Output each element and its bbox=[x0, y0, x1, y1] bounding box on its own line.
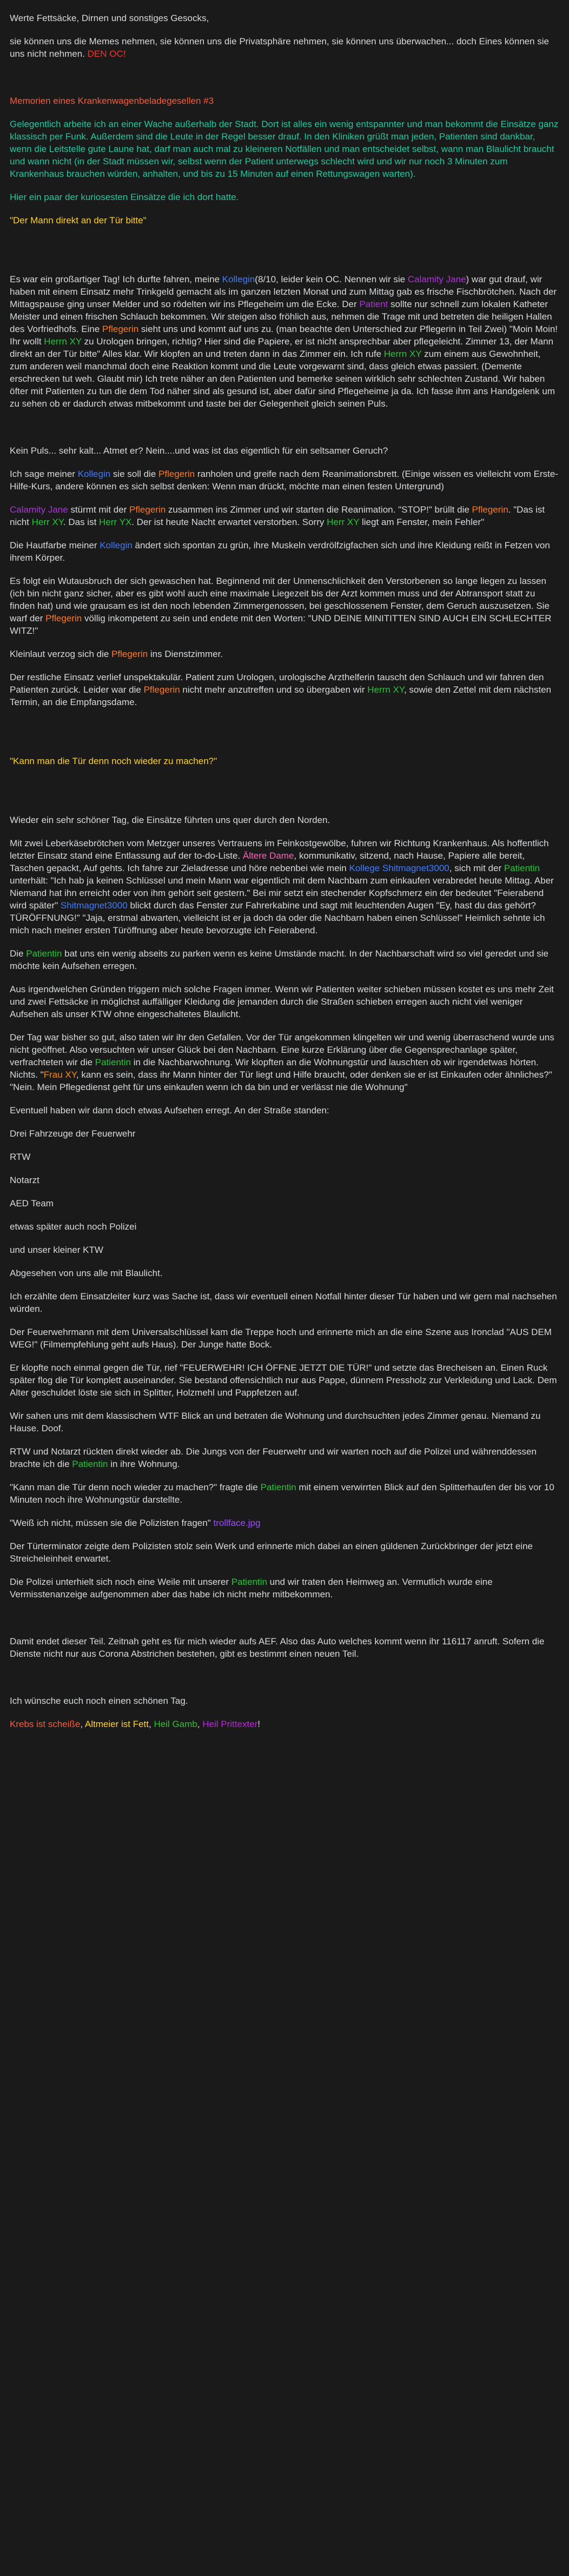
story2-paragraph-11: RTW und Notarzt rückten direkt wieder ab. Die Jungs von der Feuerwehr und wir warten noch auf die Polizei und währenddessen brachte ich die Patientin in ihre Wohnung. bbox=[10, 1446, 537, 1469]
memoir-note: Hier ein paar der kuriosesten Einsätze die ich dort hatte. bbox=[10, 192, 239, 202]
story1-paragraph-8: Der restliche Einsatz verlief unspektakulär. Patient zum Urologen, urologische Arzthelferin tauscht den Schlauch und wir fahren den Patienten zurück. Leider war die Pflegerin nicht mehr anzutreffen und so übergaben wir Herrn XY, sowie den Zettel mit dem nächsten Termin, an die Empfangsdame. bbox=[10, 672, 552, 707]
intro-paragraph: sie können uns die Memes nehmen, sie können uns die Privatsphäre nehmen, sie können uns überwachen... doch Eines können sie uns nicht nehmen. DEN OC! bbox=[10, 36, 550, 59]
story2-paragraph-8: Der Feuerwehrmann mit dem Universalschlüssel kam die Treppe hoch und erinnerte mich an die eine Szene aus Ironclad "AUS DEM WEG!" (Filmempfehlung geht aufs Haus). Der Junge hatte Bock. bbox=[10, 1327, 552, 1350]
farewell: Ich wünsche euch noch einen schönen Tag. bbox=[10, 1696, 188, 1706]
list-item: Drei Fahrzeuge der Feuerwehr bbox=[10, 1128, 136, 1139]
story2-paragraph-4: Aus irgendwelchen Gründen triggern mich solche Fragen immer. Wenn wir Patienten weiter schieben müssen kostet es uns mehr Zeit und zwei Fettsäcke in möglichst auffälliger Kleidung die jemanden durch die Straßen schieben erregen auch nicht viel weniger Aufsehen als unser KTW ohne eingeschaltetes Blaulicht. bbox=[10, 984, 554, 1019]
memoir-title: Memorien eines Krankenwagenbeladegesellen #3 bbox=[10, 96, 214, 106]
story2-paragraph-6: Eventuell haben wir dann doch etwas Aufsehen erregt. An der Straße standen: bbox=[10, 1105, 329, 1116]
story2-paragraph-9: Er klopfte noch einmal gegen die Tür, rief "FEUERWEHR! ICH ÖFFNE JETZT DIE TÜR!" und setzte das Brecheisen an. Einen Ruck später flog die Tür komplett auseinander. Sie bestand offensichtlich nur aus Pappe, dünnem Pressholz zur Verkleidung und Lack. Dem Alter geschuldet löste sie sich in Splitter, Holzmehl und Pappfetzen auf. bbox=[10, 1363, 557, 1398]
trollface-text: trollface.jpg bbox=[213, 1518, 261, 1528]
story2-paragraph-15: Die Polizei unterhielt sich noch eine Weile mit unserer Patientin und wir traten den Heimweg an. Vermutlich wurde eine Vermisstenanzeige aufgenommen aber das habe ich nicht mehr mitbekommen. bbox=[10, 1577, 493, 1599]
story1-paragraph-4: Calamity Jane stürmt mit der Pflegerin zusammen ins Zimmer und wir starten die Reanimation. "STOP!" brüllt die Pflegerin. "Das ist nicht Herr XY. Das ist Herr YX. Der ist heute Nacht erwartet verstorben. Sorry Herr XY liegt am Fenster, mein Fehler" bbox=[10, 504, 545, 527]
memoir-intro: Gelegentlich arbeite ich an einer Wache außerhalb der Stadt. Dort ist alles ein wenig entspannter und man bekommt die Einsätze ganz klassisch per Funk. Außerdem sind die Leute in der Regel besser drauf. In den Kliniken grüßt man jeden, Patienten sind dankbar, wenn die Leitstelle gute Laune hat, darf man auch mal zu kleineren Notfällen und man entscheidet selbst, wann man Blaulicht braucht und wann nicht (in der Stadt müssen wir, selbst wenn der Patient unterwegs schlecht wird und wir nur noch 3 Minuten zum Krankenhaus brauchen würden, anhalten, und bis zu 15 Minuten auf einen Rettungswagen warten). bbox=[10, 119, 559, 179]
signoff-line: Krebs ist scheiße, Altmeier ist Fett, Heil Gamb, Heil Prittexter! bbox=[10, 1719, 260, 1729]
story1-paragraph-1: Es war ein großartiger Tag! Ich durfte fahren, meine Kollegin(8/10, leider kein OC. Nennen wir sie Calamity Jane) war gut drauf, wir haben mit einem Einsatz mehr Trinkgeld gemacht als im ganzen letzten Monat und zum Mittag gab es frische Fischbrötchen. Nach der Mittagspause ging unser Melder und so rödelten wir ins Pflegeheim um die Ecke. Der Patient sollte nur schnell zum lokalen Katheter Meister und einen frischen Schlauch bekommen. Wir steigen also fröhlich aus, nehmen die Trage mit und betreten die heiligen Hallen des Vorfriedhofs. Eine Pflegerin sieht uns und kommt auf uns zu. (man beachte den Unterschied zur Pflegerin in Teil Zwei) "Moin Moin! Ihr wollt Herrn XY zu Urologen bringen, richtig? Hier sind die Papiere, er ist nicht ansprechbar aber pflegeleicht. Zimmer 13, der Mann direkt an der Tür bitte" Alles klar. Wir klopfen an und treten dann in das Zimmer ein. Ich rufe Herrn XY zum einem aus Gewohnheit, zum anderen weil manchmal doch eine Reaktion kommt und die Leute vorgewarnt sind, dass gleich etwas passiert. (Demente erschrecken tut weh. Glaubt mir) Ich trete näher an den Patienten und bemerke seinen wirklich sehr schlechten Zustand. Wir haben öfter mit Patienten zu tun die dem Tod näher sind als gesund ist, aber dafür sind Pflegeheime ja da. Ich fasse ihm ans Handgelenk um zu sehen ob er dadurch etwas mitbekommt und taste bei der Gelegenheit gleich seinen Puls. bbox=[10, 274, 558, 409]
story2-paragraph-2: Mit zwei Leberkäsebrötchen vom Metzger unseres Vertrauens im Feinkostgewölbe, fuhren wir Richtung Krankenhaus. Als hoffentlich letzter Einsatz stand eine Entlassung auf der to-do-Liste. Ältere Dame, kommunikativ, sitzend, nach Hause, Papiere alle bereit, Taschen gepackt, Auf gehts. Ich fahre zur Zieladresse und höre nebenbei wie mein Kollege Shitmagnet3000, sich mit der Patientin unterhält: "Ich hab ja keinen Schlüssel und mein Mann war eigentlich mit dem Nachbarn zum einkaufen verabredet heute Mittag. Aber Niemand hat ihn erreicht oder von ihm gehört seit gestern." Bei mir setzt ein stechender Kopfschmerz ein der bedeutet "Feierabend wird später" Shitmagnet3000 blickt durch das Fenster zur Fahrerkabine und sagt mit leuchtenden Augen "Ey, hast du das gehört? TÜRÖFFNUNG!" "Jaja, erstmal abwarten, vielleicht ist er ja doch da oder die Nachbarn haben einen Schlüssel" Heimlich sehnte ich mich nach meiner ersten Türöffnung aber heute bevorzugte ich Feierabend. bbox=[10, 838, 554, 935]
story1-paragraph-6: Es folgt ein Wutausbruch der sich gewaschen hat. Beginnend mit der Unmenschlichkeit den Verstorbenen so lange liegen zu lassen (ich bin nicht ganz sicher, aber es gibt wohl auch eine maximale Liegezeit bis der Arzt kommen muss und der Abtransport statt zu finden hat) und wie grausam es ist den noch lebenden Zimmergenossen, bei geschlossenem Fenster, dem Geruch auszusetzen. Sie warf der Pflegerin völlig inkompetent zu sein und endete mit den Worten: "UND DEINE MINITITTEN SIND AUCH EIN SCHLECHTER WITZ!" bbox=[10, 576, 552, 636]
list-item: RTW bbox=[10, 1152, 31, 1162]
story1-paragraph-5: Die Hautfarbe meiner Kollegin ändert sich spontan zu grün, ihre Muskeln verdrölfzigfachen sich und ihre Kleidung reißt in Fetzen von ihrem Körper. bbox=[10, 540, 550, 563]
story1-paragraph-3: Ich sage meiner Kollegin sie soll die Pflegerin ranholen und greife nach dem Reanimationsbrett. (Einige wissen es vielleicht vom Erste-Hilfe-Kurs, andere können es sich selbst denken: Wenn man drückt, möchte man einen festen Untergrund) bbox=[10, 469, 558, 492]
list-item: AED Team bbox=[10, 1198, 54, 1209]
greeting: Werte Fettsäcke, Dirnen und sonstiges Gesocks, bbox=[10, 13, 209, 23]
story1-paragraph-2: Kein Puls... sehr kalt... Atmet er? Nein....und was ist das eigentlich für ein seltsamer Geruch? bbox=[10, 446, 388, 456]
list-item: Notarzt bbox=[10, 1175, 39, 1185]
story2-paragraph-3: Die Patientin bat uns ein wenig abseits zu parken wenn es keine Umstände macht. In der Nachbarschaft wird so viel geredet und sie möchte kein Aufsehen erregen. bbox=[10, 948, 549, 971]
story2-paragraph-5: Der Tag war bisher so gut, also taten wir ihr den Gefallen. Vor der Tür angekommen klingelten wir und wenig überraschend wurde uns nicht geöffnet. Also versuchten wir unser Glück bei den Nachbarn. Eine kurze Erklärung über die Gegensprechanlage später, verfrachteten wir die Patientin in die Nachbarwohnung. Wir klopften an die Wohnungstür und lauschten ob wir irgendetwas hörten. Nichts. "Frau XY, kann es sein, dass ihr Mann hinter der Tür liegt und Hilfe braucht, oder denken sie er ist Einkaufen oder ähnliches?" "Nein. Mein Pflegedienst geht für uns einkaufen wenn ich da bin und er verlässt nie die Wohnung" bbox=[10, 1032, 554, 1092]
story2-title: "Kann man die Tür denn noch wieder zu machen?" bbox=[10, 756, 217, 766]
list-item: und unser kleiner KTW bbox=[10, 1245, 103, 1255]
story2-paragraph-14: Der Türterminator zeigte dem Polizisten stolz sein Werk und erinnerte mich dabei an einen güldenen Zurückbringer der jetzt eine Streicheleinheit erwartet. bbox=[10, 1541, 533, 1564]
outro-paragraph: Damit endet dieser Teil. Zeitnah geht es für mich wieder aufs AEF. Also das Auto welches kommt wenn ihr 116117 anruft. Sofern die Dienste nicht nur aus Corona Abstrichen bestehen, gibt es bestimmt einen neuen Teil. bbox=[10, 1636, 545, 1659]
list-item: Abgesehen von uns alle mit Blaulicht. bbox=[10, 1268, 163, 1278]
story2-paragraph-12: "Kann man die Tür denn noch wieder zu machen?" fragte die Patientin mit einem verwirrten Blick auf den Splitterhaufen der bis vor 10 Minuten noch ihre Wohnungstür darstellte. bbox=[10, 1482, 554, 1505]
story2-paragraph-1: Wieder ein sehr schöner Tag, die Einsätze führten uns quer durch den Norden. bbox=[10, 815, 330, 825]
story1-paragraph-7: Kleinlaut verzog sich die Pflegerin ins Dienstzimmer. bbox=[10, 649, 223, 659]
story2-paragraph-7: Ich erzählte dem Einsatzleiter kurz was Sache ist, dass wir eventuell einen Notfall hinter dieser Tür haben und wir gern mal nachsehen würden. bbox=[10, 1291, 557, 1314]
list-item: etwas später auch noch Polizei bbox=[10, 1221, 137, 1232]
story2-paragraph-13: "Weiß ich nicht, müssen sie die Polizisten fragen" trollface.jpg bbox=[10, 1518, 261, 1528]
story1-title: "Der Mann direkt an der Tür bitte" bbox=[10, 215, 147, 225]
den-oc-text: DEN OC! bbox=[87, 49, 126, 59]
story2-paragraph-10: Wir sahen uns mit dem klassischem WTF Blick an und betraten die Wohnung und durchsuchten jedes Zimmer genau. Niemand zu Hause. Doof. bbox=[10, 1411, 541, 1433]
